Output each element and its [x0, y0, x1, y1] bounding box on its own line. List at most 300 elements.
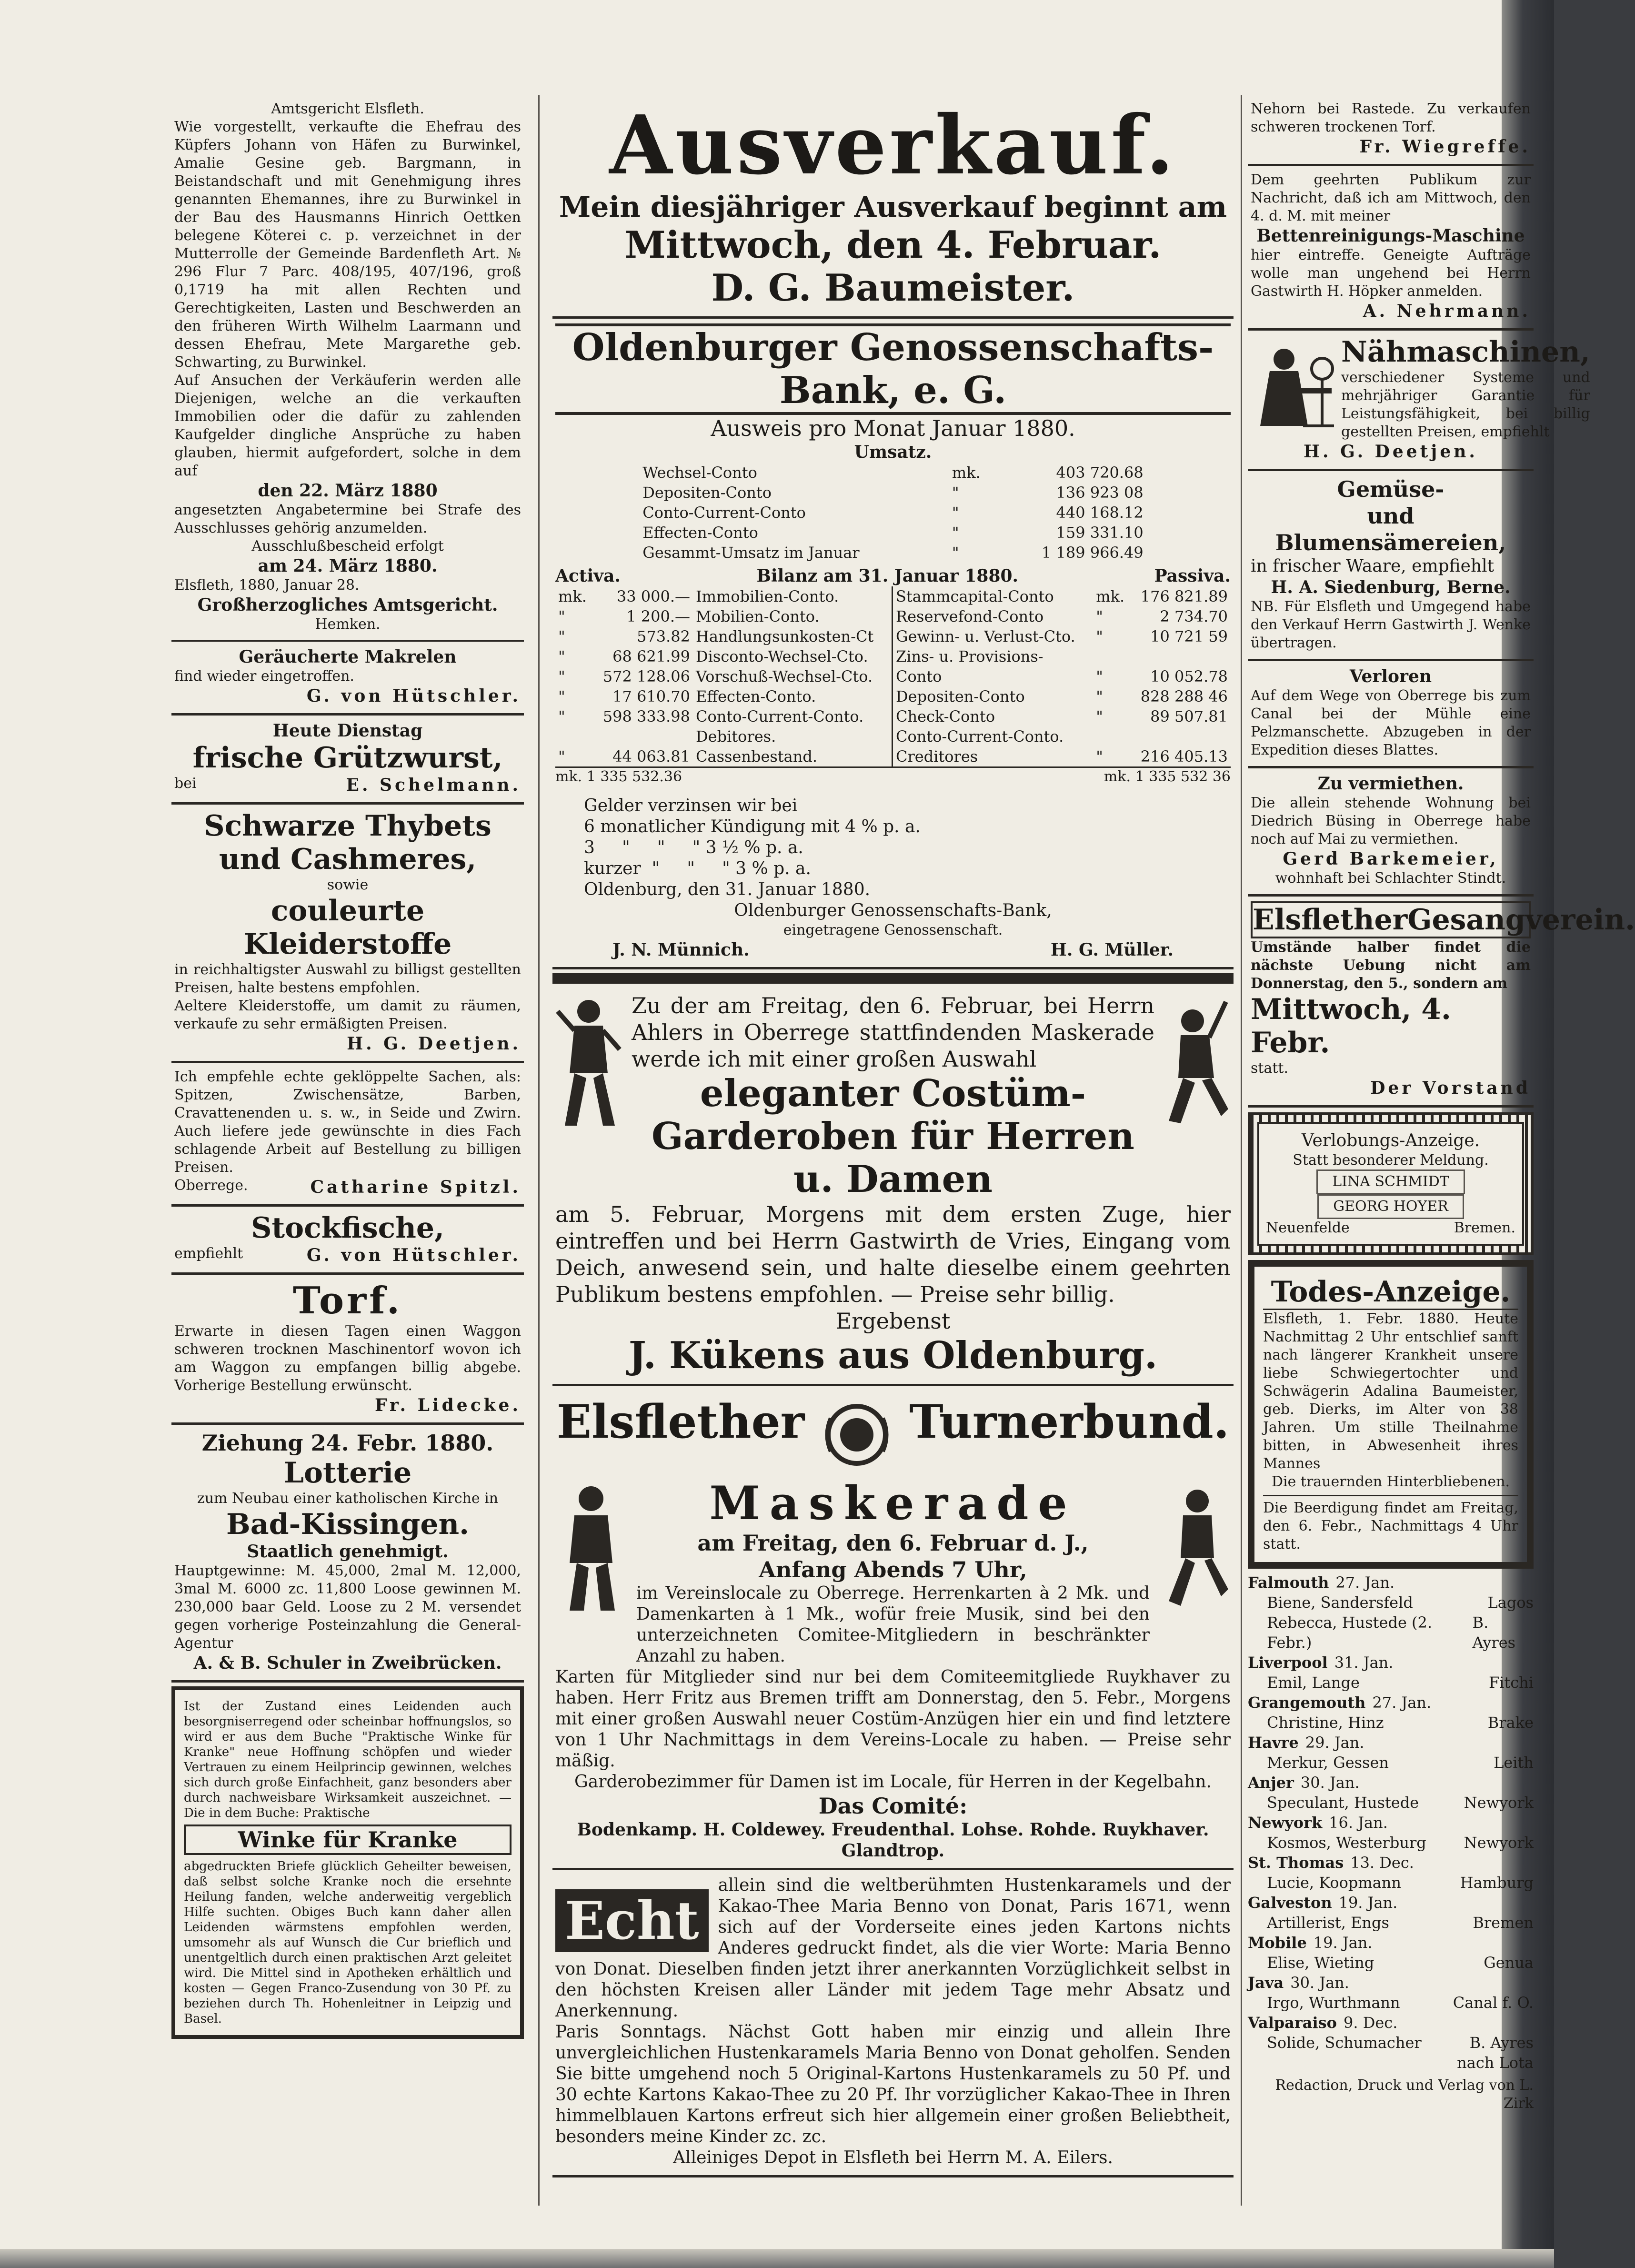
- ad-body: Nehorn bei Rastede. Zu verkaufen schweren trockenen Torf.: [1251, 101, 1531, 135]
- ship-port: Galveston: [1248, 1894, 1332, 1912]
- list-item: [1248, 1572, 1534, 1593]
- list-item: [1248, 1933, 1534, 1953]
- ad-body: sowie: [327, 877, 369, 893]
- row-label: Stammcapital-Conto: [896, 587, 1054, 605]
- ad-name: A. Nehrmann.: [1363, 301, 1531, 321]
- table-row: [893, 686, 1231, 706]
- row-label: Cassenbestand.: [696, 747, 817, 766]
- ad-ausverkauf: [552, 95, 1234, 319]
- ad-torf: [171, 1275, 524, 1425]
- ad-makrelen: [171, 642, 524, 716]
- table-row: [893, 646, 1231, 666]
- ship-date: 31. Jan.: [1334, 1653, 1394, 1672]
- ad-headline: Oldenburger Genossenschafts-Bank, e. G.: [555, 323, 1231, 415]
- ship-port: St. Thomas: [1248, 1854, 1344, 1872]
- ad-body: statt.: [1251, 1060, 1288, 1077]
- row-currency: [1093, 726, 1130, 746]
- ship-port: Mobile: [1248, 1934, 1307, 1952]
- row-label: Disconto-Wechsel-Cto.: [696, 647, 868, 665]
- dancing-jester-icon: [1159, 1477, 1231, 1620]
- ship-date: 19. Jan.: [1313, 1934, 1373, 1952]
- ship-name: Lucie, Koopmann: [1267, 1874, 1401, 1892]
- row-label: Handlungsunkosten-Ct: [696, 627, 874, 645]
- ad-name: H. A. Siedenburg, Berne.: [1271, 577, 1511, 597]
- row-value: 10 052.78: [1150, 667, 1228, 685]
- ad-title: Zu vermiethen.: [1317, 774, 1464, 794]
- row-currency: ": [558, 627, 565, 645]
- ad-body: in reichhaltigster Auswahl zu billigst gestellten Preisen, halte bestens empfohlen.: [174, 961, 521, 996]
- ad-court: Großherzogliches Amtsgericht.: [197, 595, 498, 615]
- ad-body: Erwarte in diesen Tagen einen Waggon schweren trocknen Maschinentorf wovon ich am Waggon zu empfangen billig abgebe. Vorherige Bestellung erwünscht.: [174, 1323, 521, 1394]
- ad-body: in frischer Waare, empfiehlt: [1251, 556, 1495, 576]
- ship-destination: Lagos: [1487, 1593, 1534, 1612]
- row-currency: ": [952, 524, 959, 542]
- ship-port: Newyork: [1248, 1814, 1323, 1832]
- ship-port: Java: [1248, 1974, 1284, 1992]
- list-item: [1248, 2013, 1534, 2033]
- list-item: [1248, 1913, 1534, 1933]
- ship-port: Grangemouth: [1248, 1693, 1366, 1712]
- ad-body: Umstände halber findet die nächste Uebung nicht am Donnerstag, den 5., sondern am: [1251, 939, 1531, 992]
- row-label: Immobilien-Conto.: [696, 587, 839, 605]
- ship-name: Christine, Hinz: [1267, 1714, 1384, 1732]
- list-item: [1248, 1733, 1534, 1753]
- ad-subtitle: Ausweis pro Monat Januar 1880.: [711, 415, 1075, 441]
- ad-body: Die Beerdigung findet am Freitag, den 6. Febr., Nachmittags 4 Uhr statt.: [1263, 1495, 1518, 1553]
- ad-body: Ergebenst: [835, 1308, 951, 1334]
- list-item: [1248, 1833, 1534, 1853]
- row-label: Conto: [896, 667, 942, 685]
- ad-name: GEORG HOYER: [1317, 1194, 1464, 1219]
- row-label: Conto-Current-Conto.: [896, 727, 1064, 746]
- ship-port: Falmouth: [1248, 1573, 1329, 1592]
- ad-body: find wieder eingetroffen.: [174, 668, 354, 685]
- table-row: [893, 666, 1231, 686]
- ship-name: Elise, Wieting: [1267, 1954, 1374, 1972]
- table-row: [893, 586, 1231, 606]
- row-currency: [1093, 646, 1130, 666]
- ad-name: LINA SCHMIDT: [1316, 1169, 1465, 1194]
- row-value: 1 189 966.49: [1042, 544, 1143, 562]
- page-content: [143, 95, 1635, 2206]
- ad-wiegreffe: [1248, 95, 1534, 166]
- ad-thybets: [171, 805, 524, 1063]
- ad-headline: und Cashmeres,: [219, 843, 477, 876]
- table-row: [640, 543, 1146, 563]
- list-item: [1248, 1773, 1534, 1793]
- ship-date: 27. Jan.: [1335, 1573, 1395, 1592]
- ad-name: H. G. Deetjen.: [1304, 442, 1478, 462]
- ad-name: D. G. Baumeister.: [711, 266, 1075, 310]
- row-label: Vorschuß-Wechsel-Cto.: [696, 667, 873, 685]
- ad-bank: [552, 319, 1234, 969]
- ad-turnerbund: [552, 1386, 1234, 1870]
- ad-headline: Schwarze Thybets: [204, 809, 492, 843]
- ad-headline: Torf.: [292, 1279, 403, 1322]
- row-label: Debitores.: [696, 727, 776, 746]
- ad-body: am Freitag, den 6. Februar d. J.,: [697, 1530, 1089, 1556]
- table-row: [893, 626, 1231, 646]
- row-label: Conto-Current-Conto.: [696, 707, 864, 726]
- ad-body: Das Comité:: [818, 1793, 968, 1819]
- ad-headline: Ziehung 24. Febr. 1880.: [201, 1430, 494, 1456]
- ad-headline: Winke für Kranke: [184, 1824, 512, 1855]
- bilanz-table: [555, 586, 1231, 766]
- ad-body: Aeltere Kleiderstoffe, um damit zu räumen, verkaufe zu sehr ermäßigten Preisen.: [174, 998, 521, 1032]
- ad-name: A. & B. Schuler in Zweibrücken.: [193, 1653, 502, 1673]
- ship-name: Solide, Schumacher: [1267, 2034, 1422, 2052]
- ad-body: Zu der am Freitag, den 6. Februar, bei Herrn Ahlers in Oberrege stattfindenden Maskerade werde ich mit einer großen Auswahl: [632, 993, 1154, 1072]
- list-item: [1248, 1793, 1534, 1813]
- ad-headline: Elsflether: [556, 1395, 805, 1449]
- ad-lotterie: [171, 1425, 524, 1683]
- row-label: Gewinn- u. Verlust-Cto.: [896, 627, 1075, 645]
- row-value: 2 734.70: [1160, 607, 1228, 625]
- ship-destination: Genua: [1484, 1954, 1534, 1972]
- row-value: [1130, 726, 1231, 746]
- row-value: 572 128.06: [602, 667, 690, 685]
- list-item: [1248, 1753, 1534, 1773]
- ship-name: Speculant, Hustede: [1267, 1794, 1419, 1812]
- ad-verlobung: [1248, 1112, 1534, 1255]
- ship-date: 30. Jan.: [1300, 1774, 1360, 1792]
- table-row: [640, 523, 1146, 543]
- zins-list: [584, 796, 1231, 879]
- ad-verloren: [1248, 661, 1534, 768]
- ad-headline: Nähmaschinen,: [1341, 335, 1590, 369]
- ad-body: Die allein stehende Wohnung bei Diedrich Büsing in Oberrege habe noch auf Mai zu vermiethen.: [1251, 795, 1531, 847]
- list-item: [1248, 2053, 1534, 2073]
- table-row: [555, 646, 893, 666]
- ship-name: [1248, 2053, 1267, 2073]
- ad-body: Ausschlußbescheid erfolgt: [251, 538, 444, 554]
- row-value: 89 507.81: [1150, 707, 1228, 726]
- ad-body: NB. Für Elsfleth und Umgegend habe den Verkauf Herrn Gastwirth J. Wenke übertragen.: [1251, 598, 1531, 651]
- ad-subtitle: Statt besonderer Meldung.: [1293, 1152, 1489, 1169]
- ad-headline: Ausverkauf.: [609, 98, 1177, 193]
- ad-name: Catharine Spitzl.: [310, 1177, 521, 1197]
- ad-date: Mittwoch, 4. Febr.: [1251, 993, 1451, 1059]
- ad-body: zum Neubau einer katholischen Kirche in: [197, 1490, 499, 1507]
- row-label: Zins- u. Provisions-: [896, 647, 1043, 665]
- list-item: [1248, 1713, 1534, 1733]
- ad-stockfische: [171, 1207, 524, 1275]
- row-value: [1130, 646, 1231, 666]
- ship-name: Artillerist, Engs: [1267, 1914, 1389, 1932]
- ship-destination: nach Lota: [1457, 2054, 1534, 2072]
- ad-headline: Stockfische,: [251, 1211, 444, 1245]
- row-currency: ": [952, 504, 959, 522]
- ship-date: 29. Jan.: [1305, 1734, 1364, 1752]
- ad-date: am 24. März 1880.: [258, 556, 438, 576]
- row-value: 136 923 08: [1056, 484, 1143, 502]
- total-passiva: mk. 1 335 532 36: [1103, 768, 1231, 785]
- passiva-label: Passiva.: [1154, 566, 1231, 586]
- ad-signature: Der Vorstand: [1370, 1078, 1531, 1098]
- ad-place: Bremen.: [1454, 1220, 1515, 1236]
- row-currency: mk.: [952, 464, 981, 482]
- ad-body: Paris Sonntags. Nächst Gott haben mir einzig und allein Ihre unvergleichlichen Hustenkaramels Maria Benno von Donat geholfen. Senden Sie bitte umgehend noch 5 Original-Kartons Hustenkaramels zu 50 Pf. und 30 echte Kartons Kakao-Thee zu 20 Pf. Ihr vorzüglicher Kakao-Thee in Ihren himmelblauen Kartons erfreut sich hier allgemein einer großen Beliebtheit, besonders meine Kinder zc. zc.: [555, 2022, 1231, 2147]
- row-currency: ": [1096, 747, 1103, 766]
- row-currency: ": [1096, 627, 1103, 645]
- list-item: [1248, 2033, 1534, 2053]
- table-row: [555, 706, 893, 726]
- row-currency: ": [558, 707, 565, 726]
- row-label: Conto-Current-Conto: [642, 504, 806, 522]
- ship-destination: Leith: [1494, 1754, 1534, 1772]
- ad-body: angesetzten Angabetermine bei Strafe des Ausschlusses gehörig anzumelden.: [174, 502, 521, 536]
- row-currency: mk.: [1096, 587, 1125, 605]
- row-currency: ": [558, 667, 565, 685]
- row-value: 159 331.10: [1056, 524, 1143, 542]
- ad-body: verschiedener Systeme und mehrjähriger Garantie für Leistungsfähigkeit, bei billig gestellten Preisen, empfiehlt: [1341, 369, 1590, 440]
- ship-port: Anjer: [1248, 1774, 1294, 1792]
- ad-subtitle: Staatlich genehmigt.: [247, 1542, 449, 1562]
- ad-headline: Todes-Anzeige.: [1263, 1275, 1518, 1310]
- ad-body: wohnhaft bei Schlachter Stindt.: [1275, 870, 1506, 887]
- ad-headline: Turnerbund.: [909, 1395, 1230, 1449]
- list-item: [1248, 1593, 1534, 1613]
- table-row: [640, 483, 1146, 503]
- list-item: [1248, 1953, 1534, 1973]
- row-currency: ": [558, 607, 565, 625]
- emblem-icon: [821, 1399, 893, 1471]
- ship-destination: Fitchi: [1488, 1673, 1534, 1692]
- row-currency: ": [1096, 607, 1103, 625]
- ad-naehmaschinen: [1248, 331, 1590, 471]
- ad-name: Fr. Wiegreffe.: [1359, 137, 1531, 157]
- ad-winke: [171, 1686, 524, 2039]
- dancing-jester-icon: [1164, 992, 1231, 1135]
- ad-spitzel: [171, 1063, 524, 1207]
- ad-body: im Vereinslocale zu Oberrege. Herrenkarten à 2 Mk. und Damenkarten à 1 Mk., wofür freie Musik, sind bei den unterzeichneten Comitee-Mitgliedern in beschränkter Anzahl zu haben.: [636, 1583, 1150, 1666]
- ad-headline: Maskerade: [709, 1476, 1077, 1530]
- ad-headline: Bettenreinigungs-Maschine: [1256, 226, 1525, 246]
- table-row: [893, 746, 1231, 766]
- row-currency: ": [952, 484, 959, 502]
- ship-port: Liverpool: [1248, 1653, 1328, 1672]
- ad-body: empfiehlt: [174, 1245, 243, 1262]
- row-value: 573.82: [637, 627, 690, 645]
- turnerbund-emblem: [821, 1399, 893, 1472]
- row-label: Depositen-Conto: [642, 484, 772, 502]
- column-left: [171, 95, 524, 2206]
- row-value: [592, 726, 693, 746]
- imprint: Redaction, Druck und Verlag von L. Zirk: [1275, 2077, 1534, 2112]
- ship-name: Rebecca, Hustede (2. Febr.): [1267, 1613, 1433, 1652]
- activa-label: Activa.: [555, 566, 621, 586]
- page-edge: [0, 2249, 1554, 2268]
- ship-date: 27. Jan.: [1372, 1693, 1432, 1712]
- ship-date: 30. Jan.: [1290, 1974, 1349, 1992]
- row-label: Mobilien-Conto.: [696, 607, 820, 625]
- list-item: [1248, 1613, 1534, 1653]
- ad-section: Umsatz.: [854, 442, 932, 462]
- ship-destination: Newyork: [1464, 1794, 1534, 1812]
- ad-date: den 22. März 1880: [258, 481, 438, 501]
- ad-body: Dem geehrten Publikum zur Nachricht, daß ich am Mittwoch, den 4. d. M. mit meiner: [1251, 171, 1531, 224]
- table-row: [893, 606, 1231, 626]
- ad-headline: eleganter Costüm-Garderoben für Herren u. Damen: [652, 1072, 1134, 1201]
- ad-body: Karten für Mitglieder sind nur bei dem Comiteemitgliede Ruykhaver zu haben. Herr Fritz aus Bremen trifft am Donnerstag, den 5. Febr., Morgens mit einer großen Auswahl neuer Costüm-Anzügen hier ein und find letztere von 1 Uhr Nachmittags in dem Vereins-Locale zu haben. — Preise sehr mäßig.: [555, 1667, 1231, 1771]
- bilanz-label: Bilanz am 31. Januar 1880.: [756, 566, 1019, 586]
- ad-kuekens: [552, 988, 1234, 1386]
- list-item: [1248, 1813, 1534, 1833]
- divider: [552, 973, 1234, 984]
- row-currency: ": [1096, 707, 1103, 726]
- column-rule: [538, 95, 540, 2206]
- row-label: Effecten-Conto: [642, 524, 758, 542]
- jester-figure-icon: [555, 1477, 627, 1620]
- ad-body: Mein diesjähriger Ausverkauf beginnt am: [559, 191, 1227, 224]
- ad-title: Verloren: [1349, 666, 1432, 686]
- ad-body: Wie vorgestellt, verkaufte die Ehefrau des Küpfers Johann von Häfen zu Burwinkel, Amalie Gesine geb. Bargmann, in Beistandschaft und mit Genehmigung ihres genannten Ehemannes, ihre zu Burwinkel in der Bau des Hausmanns Hinrich Oettken belegene Köterei c. p. verzeichnet in der Mutterrolle der Gemeinde Bardenfleth Art. № 296 Flur 7 Parc. 408/195, 407/196, groß 0,1719 ha mit allen Rechten und Gerechtigkeiten, Lasten und Beschwerden an den früheren Wirth Wilhelm Laarmann und dessen Ehefrau, Mete Margarethe geb. Schwarting, zu Burwinkel.: [174, 119, 521, 371]
- ad-nehrmann: [1248, 166, 1534, 331]
- ship-date: 19. Jan.: [1338, 1894, 1398, 1912]
- ad-vermiethen: [1248, 768, 1534, 897]
- ad-names: Bodenkamp. H. Coldewey. Freudenthal. Lohse. Rohde. Ruykhaver.: [577, 1819, 1209, 1840]
- ship-destination: Hamburg: [1460, 1874, 1534, 1892]
- list-item: [1248, 1693, 1534, 1713]
- ad-headline: Lotterie: [283, 1456, 412, 1490]
- row-label: Check-Conto: [896, 707, 995, 726]
- row-value: 828 288 46: [1140, 687, 1228, 706]
- row-currency: ": [558, 647, 565, 665]
- signature: J. N. Münnich.: [612, 940, 750, 960]
- ad-headline: Gemüse-: [1337, 476, 1444, 502]
- ad-gruetzwurst: [171, 716, 524, 805]
- umsatz-table: [640, 463, 1146, 563]
- table-row: [555, 606, 893, 626]
- ad-echt: [552, 1870, 1234, 2177]
- ad-name: G. von Hütschler.: [306, 686, 521, 706]
- ad-body: Ist der Zustand eines Leidenden auch besorgniserregend oder scheinbar hoffnungslos, so wird er aus dem Buche "Praktische Winke für Kranke" neue Hoffnung schöpfen und wieder Vertrauen zu einem Heilprincip gewinnen, welches sich durch große Einfachheit, ganz besonders aber durch nachweisbare Wirksamkeit auszeichnet. — Die in dem Buche: Praktische: [184, 1699, 512, 1820]
- row-value: 598 333.98: [602, 707, 690, 726]
- row-currency: [555, 726, 592, 746]
- row-currency: ": [558, 687, 565, 706]
- ship-name: Biene, Sandersfeld: [1267, 1593, 1413, 1612]
- ad-headline: ElsfletherGesangverein.: [1251, 901, 1531, 938]
- ad-body: Hauptgewinne: M. 45,000, 2mal M. 12,000, 3mal M. 6000 zc. 11,800 Loose gewinnen M. 230,000 baar Geld. Loose zu 2 M. versendet gegen vorherige Posteinzahlung die General-Agentur: [174, 1562, 521, 1652]
- list-item: Gelder verzinsen wir bei: [584, 796, 798, 816]
- list-item: [1248, 1853, 1534, 1873]
- ad-place: Elsfleth, 1880, Januar 28.: [174, 577, 360, 594]
- ad-place: Oberrege.: [174, 1177, 248, 1194]
- ship-date: 9. Dec.: [1344, 2014, 1398, 2032]
- ad-place: Oldenburg, den 31. Januar 1880.: [584, 880, 871, 899]
- row-label: Depositen-Conto: [896, 687, 1025, 706]
- shipping-news: [1248, 1572, 1534, 2073]
- row-value: 1 200.—: [626, 607, 690, 625]
- ad-headline: Bad-Kissingen.: [226, 1508, 469, 1541]
- ship-name: Merkur, Gessen: [1267, 1754, 1389, 1772]
- list-item: [1248, 1993, 1534, 2013]
- ad-title: Geräucherte Makrelen: [239, 647, 457, 667]
- ad-body: Ich empfehle echte geklöppelte Sachen, als: Spitzen, Zwischensätze, Barben, Cravattenenden u. s. w., in Seide und Zwirn. Auch liefere jede gewünschte in dies Fach schlagende Arbeit auf Bestellung zu billigen Preisen.: [174, 1068, 521, 1176]
- table-row: [893, 706, 1231, 726]
- column-middle: [552, 95, 1234, 2206]
- ad-body: Auf dem Wege von Oberrege bis zum Canal bei der Mühle eine Pelzmanschette. Abzugeben in der Expedition dieses Blattes.: [1251, 687, 1531, 758]
- sewing-machine-icon: [1251, 335, 1336, 431]
- ship-name: Emil, Lange: [1267, 1673, 1360, 1692]
- table-row: [640, 503, 1146, 523]
- ship-port: Havre: [1248, 1734, 1299, 1752]
- signature: H. G. Müller.: [1050, 940, 1174, 960]
- ship-date: 16. Jan.: [1329, 1814, 1388, 1832]
- column-right: [1248, 95, 1635, 2206]
- row-currency: mk.: [558, 587, 587, 605]
- list-item: kurzer " " " 3 % p. a.: [584, 859, 811, 878]
- row-value: 33 000.—: [616, 587, 690, 605]
- list-item: [1248, 1973, 1534, 1993]
- row-value: 68 621.99: [612, 647, 690, 665]
- ad-headline: frische Grützwurst,: [192, 741, 503, 775]
- list-item: [1248, 1673, 1534, 1693]
- row-label: Creditores: [896, 747, 978, 766]
- row-currency: ": [558, 747, 565, 766]
- row-currency: ": [1096, 667, 1103, 685]
- ad-body: hier eintreffe. Geneigte Aufträge wolle man ungehend bei Herrn Gastwirth H. Höpker anmelden.: [1251, 247, 1531, 300]
- row-value: 44 063.81: [612, 747, 690, 766]
- row-value: 176 821.89: [1140, 587, 1228, 605]
- list-item: 3 " " " 3 ½ % p. a.: [584, 838, 803, 857]
- row-value: 17 610.70: [612, 687, 690, 706]
- ad-body: abgedruckten Briefe glücklich Geheilter beweisen, daß selbst solche Kranke noch die ersehnte Heilung fanden, welche anderweitig vergeblich Hilfe suchten. Obiges Buch kann daher allen Leidenden wärmstens empfohlen werden, umsomehr als auf Wunsch die Cur brieflich und unentgeltlich durch einen praktischen Arzt geleitet wird. Die Mittel sind in Apotheken erhältlich und kosten — Gegen Franco-Zusendung von 30 Pf. zu beziehen durch Th. Hohenleitner in Leipzig und Basel.: [184, 1859, 512, 2026]
- ad-body: am 5. Februar, Morgens mit dem ersten Zuge, hier eintreffen und bei Herrn Gastwirth de Vries, Eingang vom Deich, anwesend sein, und halte dieselbe einem geehrten Publikum bestens empfohlen. — Preise sehr billig.: [555, 1201, 1231, 1307]
- jester-figure-icon: [555, 992, 622, 1135]
- ad-name: G. von Hütschler.: [306, 1245, 521, 1265]
- ad-body: Alleiniges Depot in Elsfleth bei Herrn M. A. Eilers.: [673, 2147, 1113, 2167]
- ship-destination: Canal f. O.: [1453, 1994, 1534, 2012]
- ship-destination: Brake: [1487, 1714, 1534, 1732]
- ad-todes: [1248, 1260, 1534, 1569]
- bank-eg: eingetragene Genossenschaft.: [783, 922, 1003, 938]
- row-currency: ": [1096, 687, 1103, 706]
- ship-destination: Bremen: [1473, 1914, 1534, 1932]
- row-value: 10 721 59: [1150, 627, 1228, 645]
- row-currency: ": [952, 544, 959, 562]
- column-rule: [1241, 95, 1242, 2206]
- total-activa: mk. 1 335 532.36: [555, 768, 682, 785]
- table-row: [640, 463, 1146, 483]
- ad-body: allein sind die weltberühmten Hustenkaramels und der Kakao-Thee Maria Benno von Donat, Paris 1671, wenn sich auf der Vorderseite eines jeden Kartons nichts Anderes gedruckt findet, als die vier Worte: Maria Benno von Donat. Dieselben finden jetzt ihrer anerkannten Vorzüglichkeit selbst in den höchsten Kreisen aller Länder mit jedem Tage mehr Absatz und Anerkennung.: [555, 1875, 1231, 2021]
- ad-body: Mittwoch, den 4. Februar.: [624, 223, 1162, 267]
- ad-place: Neuenfelde: [1266, 1220, 1350, 1236]
- ad-name: E. Schelmann.: [346, 775, 521, 795]
- ad-body: bei: [174, 775, 197, 792]
- row-label: Reservefond-Conto: [896, 607, 1044, 625]
- table-row: [555, 626, 893, 646]
- ad-body: Elsfleth, 1. Febr. 1880. Heute Nachmittag 2 Uhr entschlief sanft nach längerer Krankheit unsere liebe Schwiegertochter und Schwägerin Adalina Baumeister, geb. Dierks, im Alter von 38 Jahren. Um stille Theilnahme bitten, in Abwesenheit ihres Mannes: [1263, 1310, 1518, 1472]
- bank-name: Oldenburger Genossenschafts-Bank,: [734, 901, 1052, 920]
- ship-port: Valparaiso: [1248, 2014, 1337, 2032]
- list-item: [1248, 1873, 1534, 1893]
- ship-destination: B. Ayres: [1472, 1613, 1516, 1652]
- row-label: Wechsel-Conto: [642, 464, 757, 482]
- ship-name: Kosmos, Westerburg: [1267, 1834, 1426, 1852]
- row-value: 216 405.13: [1140, 747, 1228, 766]
- list-item: 6 monatlicher Kündigung mit 4 % p. a.: [584, 817, 921, 837]
- row-value: 440 168.12: [1056, 504, 1143, 522]
- ad-name: Gerd Barkemeier,: [1283, 849, 1499, 869]
- row-label: Gesammt-Umsatz im Januar: [642, 544, 860, 562]
- ad-title: Heute Dienstag: [272, 721, 423, 741]
- ad-headline: couleurte Kleiderstoffe: [243, 894, 452, 961]
- ad-name: Fr. Lidecke.: [374, 1395, 521, 1415]
- table-row: [893, 726, 1231, 746]
- row-label: Effecten-Conto.: [696, 687, 816, 706]
- ad-signature: Die trauernden Hinterbliebenen.: [1271, 1473, 1510, 1490]
